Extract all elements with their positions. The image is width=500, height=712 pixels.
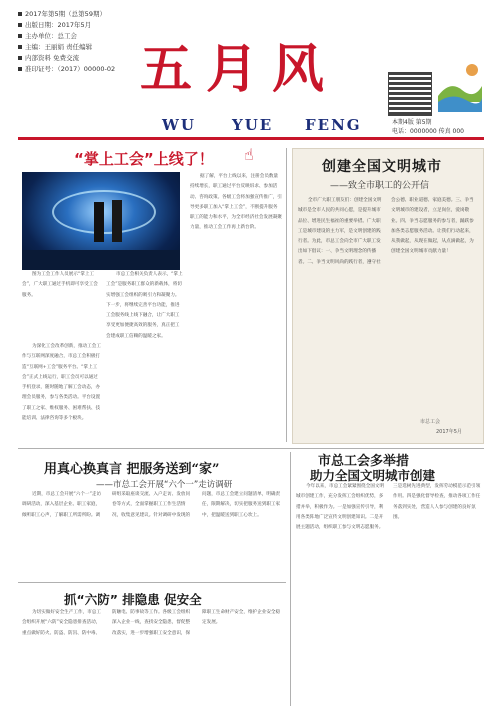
section-divider-3 <box>18 582 286 583</box>
info-line: 2017年第5期（总第59期） <box>25 10 106 18</box>
article5-body: 为切实做好安全生产工作，市总工会组织开展“六防”安全隐患排查活动，重点做好防火、防盗、防汛、防中毒、防触电、防事故等工作。各级工会组织深入企业一线，查找安全隐患，督促整改落实，进一步增强职工安全意识，保障职工生命财产安全，维护企业安全稳定发展。 <box>22 610 281 636</box>
info-line: 准印证号：（2017）00000-02 <box>25 65 116 73</box>
sidebar-line-2: 电话：0000000 传真 000 <box>392 128 464 135</box>
info-line: 内部资料 免费交流 <box>25 54 80 62</box>
article2-title: 创建全国文明城市 <box>322 159 442 175</box>
article1-photo <box>22 172 180 270</box>
article2-body: 全市广大职工朋友们：创建全国文明城市是全市人民的共同心愿，是提升城市品位、增进民生福祉的重要举措。广大职工是城市建设的主力军，是文明创建的践行者。为此，市总工会向全市广大职工发出如下倡议：一、争当文明理念的传播者。二、争当文明风尚的践行者，遵守社会公德、职业道德、家庭美德。三、争当文明城市的建设者，立足岗位，爱岗敬业。四、争当志愿服务的参与者，踊跃参加各类志愿服务活动。让我们行动起来，从我做起，从现在做起，从点滴做起，为创建全国文明城市贡献力量！ <box>298 198 474 265</box>
article3-title: 用真心换真言 把服务送到“家” <box>44 462 220 477</box>
masthead-en-1: WU <box>162 116 196 134</box>
article2-date: 2017年5月 <box>436 429 462 435</box>
issue-info <box>18 10 138 76</box>
qr-code <box>388 72 432 116</box>
article5-title: 抓“六防” 排隐患 促安全 <box>64 592 202 607</box>
section-divider <box>18 448 484 449</box>
sidebar-line-1: 本期4版 第5期 <box>392 119 432 126</box>
article2-subtitle: ——致全市职工的公开信 <box>330 181 430 191</box>
article2-signature: 市总工会 <box>420 419 441 425</box>
article4-body: 今年以来，市总工会紧紧围绕全国文明城市创建工作，充分发挥工会组织优势，多措并举，积极作为。一是加强宣传引导，利用各类阵地广泛宣传文明创建知识。二是开展主题活动，组织职工参与文明志愿服务。三是选树先进典型，发挥劳动模范示范引领作用。四是强化督导检查，推动各项工作任务落到实处，营造人人参与创建的良好氛围。 <box>296 484 481 531</box>
article1-body-mid: 市总工会相关负责人表示，“掌上工会”是服务职工群众的新载体，将切实增强工会组织的吸引力和凝聚力。下一步，将继续完善平台功能，推进工会服务线上线下融合，让广大职工享受更加便捷高效的服务，真正把工会建成职工信赖的温暖之家。 <box>106 272 183 339</box>
info-line: 主办单位：总工会 <box>25 32 77 40</box>
masthead-en-2: YUE <box>232 116 274 134</box>
column-divider <box>286 148 287 442</box>
column-divider-2 <box>290 452 291 706</box>
hand-icon: ☝ <box>244 145 254 164</box>
article1-body-left: 为深化工会改革创新，推动工会工作与互联网深度融合，市总工会积极打造“互联网+工会”服务平台。“掌上工会”正式上线运行，职工会员可以通过手机登录，随时随地了解工会动态，办理会员服务，参与各类活动。平台设置了职工之家、维权服务、困难帮扶、技能培训、法律咨询等多个板块。 <box>22 344 101 422</box>
logo-icon <box>436 62 484 114</box>
article3-subtitle: ——市总工会开展“六个一”走访调研 <box>96 480 233 490</box>
article1-title: “掌上工会”上线了！ <box>74 150 214 168</box>
info-line: 主编：王丽娟 责任编辑 <box>25 43 93 51</box>
masthead-en-3: FENG <box>305 116 362 134</box>
article1-caption: 图为工会工作人员展示“掌上工会”，广大职工通过手机即可享受工会服务。 <box>22 272 98 298</box>
article4-title2: 助力全国文明城市创建 <box>310 468 436 483</box>
article3-body: 近期，市总工会开展“六个一”走访调研活动，深入基层企业、职工家庭，倾听职工心声，了解职工所需所盼。调研组采取座谈交流、入户走访、发放问卷等方式，全面掌握职工工作生活情况，收集意见建议。针对调研中发现的问题，市总工会建立问题清单，明确责任，限期解决，切实把服务送到职工家中，把温暖送到职工心坎上。 <box>22 492 281 518</box>
header-rule <box>18 137 484 140</box>
article1-body-right: 据了解，平台上线以来，注册会员数量持续增长，职工通过平台反映诉求、参加活动、咨询政策。各级工会将加强宣传推广，引导更多职工加入“掌上工会”，不断提升服务职工的能力和水平，为全市经济社会发展凝聚力量，推动工会工作再上新台阶。 <box>190 174 282 231</box>
masthead-title: 五月风 <box>140 39 339 100</box>
article4-title: 市总工会多举措 <box>318 454 410 469</box>
info-line: 出版日期：2017年5月 <box>25 21 92 29</box>
